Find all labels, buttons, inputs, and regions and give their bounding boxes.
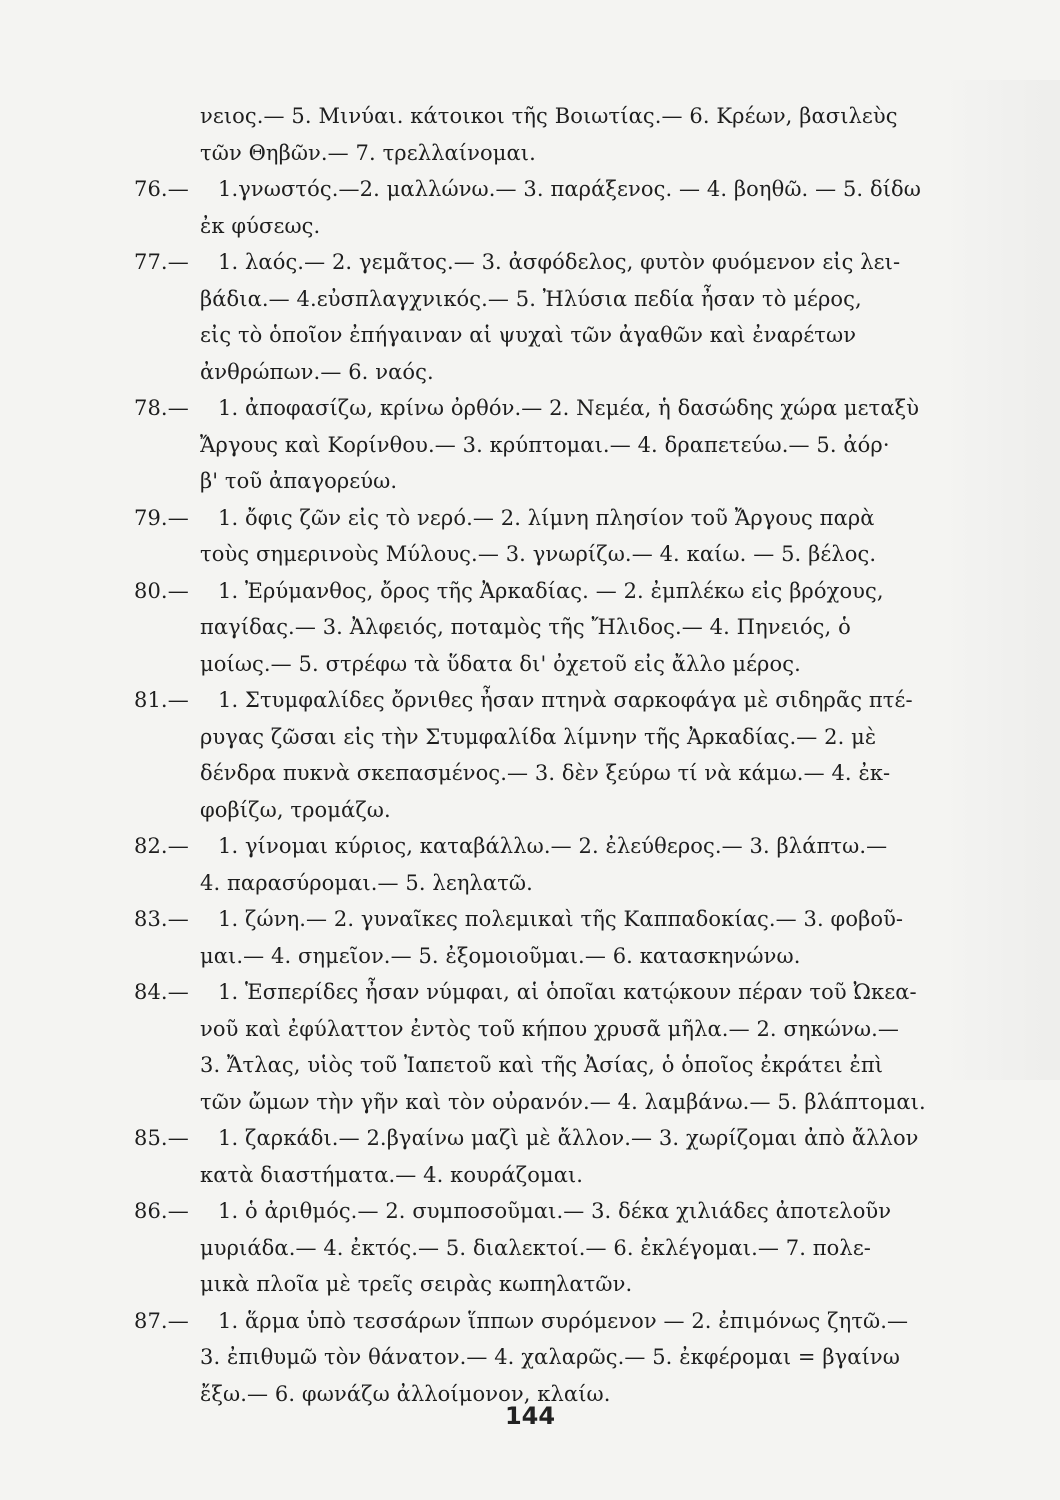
entry-number: 83.— [134,907,189,931]
text-line [0,607,1060,647]
entry-number: 79.— [134,505,189,530]
continuation-text: β' τοῦ ἀπαγορεύω. [200,469,398,493]
text-line [0,498,1060,538]
entry-text: 1. ζαρκάδι.— 2.βγαίνω μαζὶ μὲ ἄλλον.— 3. χωρίζομαι ἀπὸ ἄλλον [218,1126,919,1150]
continuation-text: 4. παρασύρομαι.— 5. λεηλατῶ. [200,870,533,895]
text-line [0,1155,1060,1195]
text-line [0,717,1060,757]
text-line [0,206,1060,246]
entry-text: 1. ἀποφασίζω, κρίνω ὀρθόν.— 2. Νεμέα, ἡ δασώδης χώρα μεταξὺ [218,396,920,420]
text-line [0,534,1060,574]
continuation-text: μοίως.— 5. στρέφω τὰ ὕδατα δι' ὀχετοῦ εἰς ἄλλο μέρος. [200,651,801,676]
entry-text: 1. Ἑσπερίδες ἦσαν νύμφαι, αἱ ὁποῖαι κατῴκουν πέραν τοῦ Ὠκεα- [218,980,917,1004]
entry-number: 77.— [134,250,189,274]
entry-number: 81.— [134,688,189,712]
text-line [0,972,1060,1012]
continuation-text: 3. Ἄτλας, υἱὸς τοῦ Ἰαπετοῦ καὶ τῆς Ἀσίας, ὁ ὁποῖος ἐκράτει ἐπὶ [200,1053,884,1077]
entry-number: 78.— [134,396,189,420]
continuation-text: φοβίζω, τρομάζω. [200,797,391,822]
continuation-text: νειος.— 5. Μινύαι. κάτοικοι τῆς Βοιωτίας.— 6. Κρέων, βασιλεὺς [200,104,898,128]
continuation-text: μαι.— 4. σημεῖον.— 5. ἐξομοιοῦμαι.— 6. κατασκηνώνω. [200,943,801,968]
continuation-text: βάδια.— 4.εὐσπλαγχνικός.— 5. Ἠλύσια πεδία ἦσαν τὸ μέρος, [200,286,862,311]
text-line [0,169,1060,209]
continuation-text: 3. ἐπιθυμῶ τὸν θάνατον.— 4. χαλαρῶς.— 5. ἐκφέρομαι = βγαίνω [200,1345,900,1369]
text-line [0,790,1060,830]
text-line [0,899,1060,939]
continuation-text: παγίδας.— 3. Ἀλφειός, ποταμὸς τῆς Ἤλιδος.— 4. Πηνειός, ὁ [200,615,851,639]
text-line [0,96,1060,136]
text-line [0,1228,1060,1268]
continuation-text: ἔξω.— 6. φωνάζω ἀλλοίμονον, κλαίω. [200,1381,611,1406]
text-line [0,388,1060,428]
continuation-text: τῶν ὤμων τὴν γῆν καὶ τὸν οὐρανόν.— 4. λαμβάνω.— 5. βλάπτομαι. [200,1089,926,1114]
text-line [0,644,1060,684]
entry-number: 85.— [134,1126,189,1150]
entry-number: 80.— [134,578,189,603]
continuation-text: μικὰ πλοῖα μὲ τρεῖς σειρὰς κωπηλατῶν. [200,1272,633,1296]
text-line [0,1082,1060,1122]
continuation-text: τῶν Θηβῶν.— 7. τρελλαίνομαι. [200,140,536,165]
entry-number: 76.— [134,177,189,201]
continuation-text: νοῦ καὶ ἐφύλαττον ἐντὸς τοῦ κήπου χρυσᾶ μῆλα.— 2. σηκώνω.— [200,1016,899,1041]
text-line [0,1301,1060,1341]
entry-text: 1. ὁ ἀριθμός.— 2. συμποσοῦμαι.— 3. δέκα χιλιάδες ἀποτελοῦν [218,1199,892,1223]
text-line [0,826,1060,866]
text-line [0,680,1060,720]
entry-text: 1. Στυμφαλίδες ὄρνιθες ἦσαν πτηνὰ σαρκοφάγα μὲ σιδηρᾶς πτέ- [218,688,913,712]
text-line [0,461,1060,501]
entry-number: 87.— [134,1308,189,1333]
text-line [0,1264,1060,1304]
text-line [0,753,1060,793]
entry-text: 1. λαός.— 2. γεμᾶτος.— 3. ἀσφόδελος, φυτὸν φυόμενον εἰς λει- [218,250,901,274]
entry-text: 1. γίνομαι κύριος, καταβάλλω.— 2. ἐλεύθερος.— 3. βλάπτω.— [218,834,888,858]
text-line [0,1009,1060,1049]
text-line [0,863,1060,903]
entry-text: 1. ζώνη.— 2. γυναῖκες πολεμικαὶ τῆς Καππαδοκίας.— 3. φοβοῦ- [218,907,904,931]
text-line [0,133,1060,173]
entry-number: 82.— [134,834,189,858]
continuation-text: ρυγας ζῶσαι εἰς τὴν Στυμφαλίδα λίμνην τῆς Ἀρκαδίας.— 2. μὲ [200,724,877,749]
text-line [0,1118,1060,1158]
continuation-text: μυριάδα.— 4. ἐκτός.— 5. διαλεκτοί.— 6. ἐκλέγομαι.— 7. πολε- [200,1235,871,1260]
continuation-text: δένδρα πυκνὰ σκεπασμένος.— 3. δὲν ξεύρω τί νὰ κάμω.— 4. ἐκ- [200,761,891,785]
text-line [0,425,1060,465]
entry-text: 1. ὄφις ζῶν εἰς τὸ νερό.— 2. λίμνη πλησίον τοῦ Ἄργους παρὰ [218,505,875,530]
continuation-text: ἀνθρώπων.— 6. ναός. [200,359,434,384]
entry-number: 86.— [134,1199,189,1223]
text-line [0,315,1060,355]
continuation-text: ἐκ φύσεως. [200,213,321,238]
text-line [0,1337,1060,1377]
text-line [0,242,1060,282]
continuation-text: κατὰ διαστήματα.— 4. κουράζομαι. [200,1162,584,1187]
text-line [0,352,1060,392]
continuation-text: Ἄργους καὶ Κορίνθου.— 3. κρύπτομαι.— 4. δραπετεύω.— 5. ἀόρ· [200,432,890,457]
entry-text: 1. ἅρμα ὑπὸ τεσσάρων ἵππων συρόμενον — 2. ἐπιμόνως ζητῶ.— [218,1308,909,1333]
continuation-text: εἰς τὸ ὁποῖον ἐπήγαιναν αἱ ψυχαὶ τῶν ἀγαθῶν καὶ ἐναρέτων [200,323,857,347]
text-line [0,1191,1060,1231]
text-line [0,279,1060,319]
entry-text: 1. Ἐρύμανθος, ὄρος τῆς Ἀρκαδίας. — 2. ἐμπλέκω εἰς βρόχους, [218,578,884,603]
text-line [0,1045,1060,1085]
continuation-text: τοὺς σημερινοὺς Μύλους.— 3. γνωρίζω.— 4. καίω. — 5. βέλος. [200,542,877,566]
page-number: 144 [504,1402,556,1430]
text-line [0,571,1060,611]
entry-number: 84.— [134,980,189,1004]
entry-text: 1.γνωστός.—2. μαλλώνω.— 3. παράξενος. — 4. βοηθῶ. — 5. δίδω [218,177,922,201]
text-line [0,936,1060,976]
